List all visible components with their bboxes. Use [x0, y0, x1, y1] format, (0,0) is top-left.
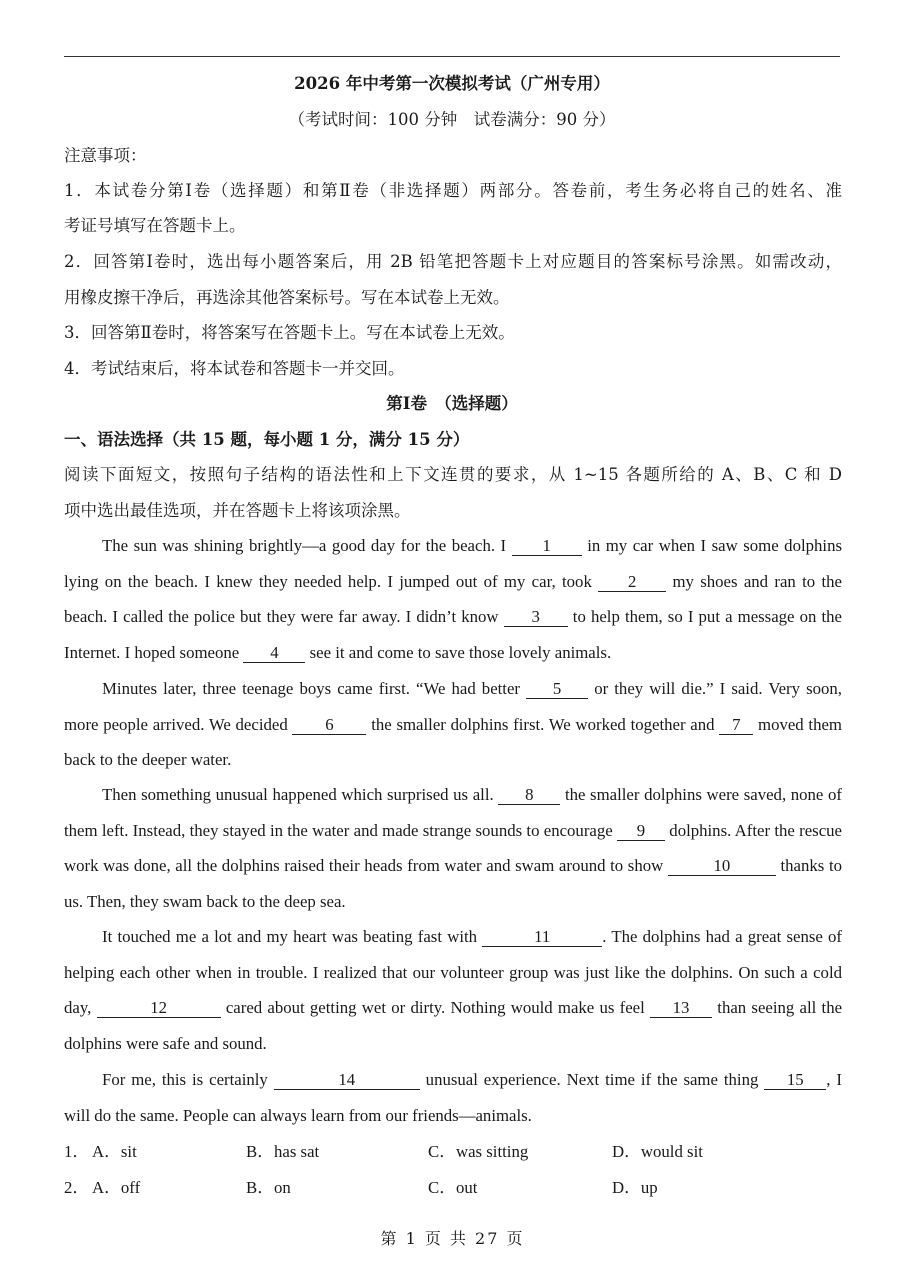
passage-text: Then something unusual happened which surprised us all.: [102, 785, 494, 804]
passage-text: cared about getting wet or dirty. Nothing would make us feel: [225, 998, 645, 1018]
passage-text: dolphins. After the rescue work was done, all the dolphins raised their heads from water and swam around to show: [64, 820, 842, 876]
section-instruction-line-2: 项中选出最佳选项，并在答题卡上将该项涂黑。: [64, 501, 411, 520]
answer-blank-13: 13: [650, 999, 712, 1018]
option-d[interactable]: D．would sit: [612, 1142, 703, 1161]
question-number: 2．: [64, 1178, 90, 1197]
answer-blank-9: 9: [617, 822, 665, 841]
answer-blank-7: 7: [719, 716, 753, 735]
section-title: 一、语法选择（共 15 题，每小题 1 分，满分 15 分）: [64, 430, 470, 449]
notice-item-4: 4．考试结束后，将本试卷和答题卡一并交回。: [64, 359, 405, 378]
answer-blank-2: 2: [598, 573, 666, 592]
question-number: 1．: [64, 1142, 90, 1161]
passage-text: than seeing all the dolphins were safe and sound.: [64, 998, 843, 1053]
answer-blank-11: 11: [482, 928, 602, 947]
passage-text: to help them, so I put a message on the Internet. I hoped someone: [64, 607, 842, 662]
part-title: 第Ⅰ卷 （选择题）: [386, 394, 518, 413]
answer-blank-15: 15: [764, 1071, 826, 1090]
exam-subtitle: （考试时间：100 分钟 试卷满分：90 分）: [288, 110, 616, 129]
option-b[interactable]: B．has sat: [246, 1142, 320, 1161]
answer-blank-3: 3: [504, 608, 568, 627]
answer-blank-8: 8: [498, 786, 560, 805]
option-a[interactable]: A．sit: [92, 1142, 137, 1161]
passage-text: Minutes later, three teenage boys came first. “We had better: [102, 679, 521, 698]
passage-text: The sun was shining brightly—a good day for the beach. I: [102, 536, 507, 555]
answer-blank-14: 14: [274, 1071, 420, 1090]
option-d[interactable]: D．up: [612, 1178, 658, 1197]
passage-paragraph-5: [64, 1062, 842, 1133]
notice-heading: 注意事项：: [64, 146, 147, 165]
header-rule: [64, 56, 840, 57]
passage-text: unusual experience. Next time if the same thing: [425, 1070, 759, 1089]
passage-text: the smaller dolphins were saved, none of them left. Instead, they stayed in the water and made strange sounds to encourage: [64, 785, 842, 840]
passage-text: see it and come to save those lovely animals.: [309, 642, 612, 662]
notice-item-1-line-2: 考证号填写在答题卡上。: [64, 216, 246, 235]
exam-title: 2026 年中考第一次模拟考试（广州专用）: [294, 74, 610, 93]
option-b[interactable]: B．on: [246, 1178, 291, 1197]
passage-text: moved them back to the deeper water.: [64, 714, 842, 770]
section-instruction-line-1: 阅读下面短文，按照句子结构的语法性和上下文连贯的要求，从 1~15 各题所给的 A、B、C 和 D: [64, 465, 842, 484]
passage-text: or they will die.” I said. Very soon, more people arrived. We decided: [64, 679, 842, 734]
passage-text: . The dolphins had a great sense of helping each other when in trouble. I realized that our volunteer group was just like the dolphins. On such a cold day,: [64, 927, 843, 1018]
passage-paragraph-1: [64, 528, 842, 670]
passage-text: It touched me a lot and my heart was beating fast with: [102, 927, 478, 946]
notice-item-2-line-1: 2．回答第Ⅰ卷时，选出每小题答案后，用 2B 铅笔把答题卡上对应题目的答案标号涂黑。如需改动，: [64, 252, 842, 271]
passage-text: thanks to us. Then, they swam back to the deep sea.: [64, 856, 842, 911]
notice-item-1-line-1: 1．本试卷分第Ⅰ卷（选择题）和第Ⅱ卷（非选择题）两部分。答卷前，考生务必将自己的姓名、准: [64, 181, 842, 200]
notice-item-3: 3．回答第Ⅱ卷时，将答案写在答题卡上。写在本试卷上无效。: [64, 323, 515, 342]
answer-blank-6: 6: [292, 716, 366, 735]
passage-text: in my car when I saw some dolphins lying on the beach. I knew they needed help. I jumped out of my car, took: [64, 536, 842, 591]
notice-item-2-line-2: 用橡皮擦干净后，再选涂其他答案标号。写在本试卷上无效。: [64, 288, 510, 307]
passage-text: the smaller dolphins first. We worked together and: [371, 714, 715, 734]
option-c[interactable]: C．was sitting: [428, 1142, 529, 1161]
answer-blank-4: 4: [243, 644, 305, 663]
answer-blank-10: 10: [668, 857, 776, 876]
answer-blank-1: 1: [512, 537, 582, 556]
option-c[interactable]: C．out: [428, 1178, 478, 1197]
passage-paragraph-4: [64, 919, 842, 1061]
page-footer: 第 1 页 共 27 页: [380, 1229, 525, 1248]
answer-blank-5: 5: [526, 680, 588, 699]
answer-blank-12: 12: [97, 999, 221, 1018]
passage-text: my shoes and ran to the beach. I called the police but they were far away. I didn’t know: [64, 571, 842, 627]
option-a[interactable]: A．off: [92, 1178, 141, 1197]
passage-text: , I will do the same. People can always learn from our friends—animals.: [64, 1070, 842, 1125]
passage-text: For me, this is certainly: [102, 1070, 268, 1089]
passage-paragraph-3: [64, 777, 842, 919]
passage-paragraph-2: [64, 671, 842, 778]
